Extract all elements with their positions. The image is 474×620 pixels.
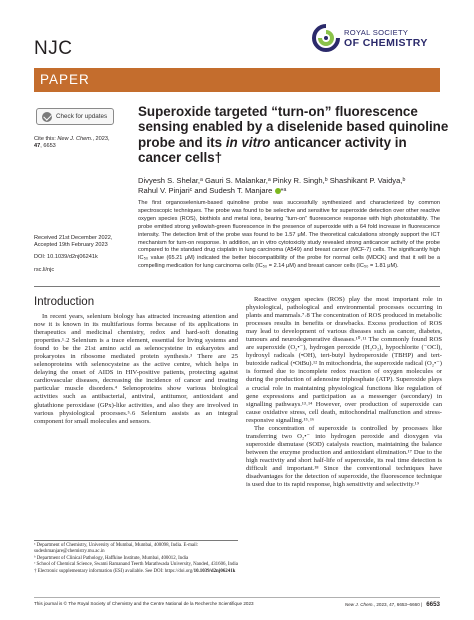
footer-journal: New J. Chem.: [344, 602, 374, 607]
footnote-divider: [34, 540, 238, 541]
introduction-heading: Introduction: [34, 296, 95, 308]
cite-prefix: Cite this:: [34, 136, 56, 142]
article-type-label: PAPER: [40, 72, 90, 87]
footnote-c: ᶜ School of Chemical Science, Swami Ramanand Teerth Marathwada University, Nanded, 431606, India: [34, 562, 238, 568]
article-title: [138, 104, 450, 166]
right-column: [246, 296, 442, 489]
footer-details: , 2023, 47, 6653–6660 |: [373, 602, 423, 607]
cite-volume: 47: [34, 143, 41, 150]
footnotes: [34, 543, 238, 575]
footer-copyright: This journal is © The Royal Society of Chemistry and the Centre National de la Recherche Scientifique 2023: [34, 601, 254, 606]
journal-abbreviation: NJC: [34, 38, 73, 59]
cite-page: , 6653: [40, 143, 56, 150]
authors-line-2-text: Rahul V. Pinjariᶜ and Sudesh T. Manjare: [138, 186, 273, 196]
accepted-date: Accepted 19th February 2023: [34, 242, 108, 249]
title-part-2: anticancer activity in cancer cells†: [138, 134, 407, 166]
intro-paragraph-3: The concentration of superoxide is controlled by processes like transferring two O₂•⁻ into hydrogen peroxide and dioxygen via superoxide dismutase (SOD) catalysis reaction, maintaining the balance between the enzyme production and antioxidant elimination.¹⁷ Due to the high reactivity and short half-life of superoxide, its real time detection is difficult and important.¹⁸ Since the conventional techniques have disadvantages for the detection of superoxide, the fluorescence technique is used due to its rapid response, high sensitivity and selectivity.¹⁹: [246, 424, 442, 489]
authors-line-1: Divyesh S. Shelar,ᵃ Gauri S. Malankar,ᵃ Pinky R. Singh,ᵇ Shashikant P. Vaidya,ᵇ: [138, 176, 406, 185]
check-for-updates-label: Check for updates: [56, 113, 108, 120]
journal-link[interactable]: rsc.li/njc: [34, 266, 55, 273]
received-date: Received 21st December 2022,: [34, 235, 113, 241]
footer-divider: [34, 597, 440, 598]
cite-this: [34, 136, 110, 151]
rsc-logo: [312, 24, 448, 54]
check-updates-icon: [42, 112, 52, 122]
footnote-esi: [34, 569, 238, 575]
page-number: 6653: [426, 601, 440, 608]
footnote-b: ᵇ Department of Clinical Pathology, Haffkine Institute, Mumbai, 400012, India: [34, 555, 189, 561]
check-for-updates-button[interactable]: [36, 108, 114, 125]
footnote-esi-text: † Electronic supplementary information (ESI) available. See DOI: https://doi.org/: [34, 568, 194, 574]
intro-paragraph-1: In recent years, selenium biology has attracted increasing attention and now it is known in its multifarious forms because of its applications in therapeutics and medicinal chemistry, redox and hard-soft donating properties.¹˒2 Selenium is a trace element, essential for living systems and found to be the 21st amino acid as selenocysteine in eukaryotes and prokaryotes in ribosome mediated protein synthesis.³ There are 25 selenoproteins with selenocysteine as the active centre, which helps in delaying the onset of AIDS in HIV-positive patients, protecting against cardiovascular diseases, decreasing the incidence of cancer and treating particular muscle disorders.⁴ Selenoproteins show various biological activities such as antibacterial, antiviral, antitumor, antioxidant and glutathione peroxidase (GPx)-like activities, and also they are involved in various physiological processes.⁵˒6 Selenium assists as an integral component for small molecules and sensors.: [34, 313, 238, 425]
left-column: [34, 313, 238, 426]
article-doi[interactable]: DOI: 10.1039/d2nj06241k: [34, 253, 98, 260]
footnote-a: ᵃ Department of Chemistry, University of Mumbai, Mumbai, 400098, India. E-mail: sudeshmanjare@chemistry.mu.ac.in: [34, 543, 199, 555]
abstract-text: The first organoselenium-based quinoline probe was successfully synthesized and characterized by common spectroscopic techniques. The probe was found to be selective and sensitive for superoxide detection over other reactive oxygen species (ROS), biothiols and metal ions, bearing “turn-on” fluorescence response with high photostability. The probe emitted strong yellowish-green fluorescence in the presence of superoxide with a 64 fold increase in fluorescence intensity. The detection limit of the probe was found to be 1.57 μM. The theoretical calculations strongly support the ICT mechanism for turn-on response. In addition, an in vitro cytotoxicity study revealed strong anticancer activity of the probe compared to the standard drug cisplatin in lung carcinoma (A549) and breast cancer (MCF-7) cells. The significantly high IC₅₀ value (65.21 μM) indicated the better biocompatibility of the probe for normal cells (MDCK) and that it will be a compelling medication for lung carcinoma cells (IC₅₀ = 2.14 μM) and breast cancer cells (IC₅₀ = 1.81 μM).: [138, 200, 440, 270]
rsc-logo-text: [344, 27, 428, 49]
abstract: [138, 200, 440, 271]
cite-year: , 2023,: [92, 136, 110, 142]
section-divider: [34, 286, 440, 287]
title-italic: in vitro: [225, 134, 271, 150]
rsc-logo-mark-icon: [312, 24, 340, 54]
publisher-line-1: ROYAL SOCIETY: [344, 28, 409, 37]
author-list: [138, 176, 448, 197]
publisher-line-2: OF CHEMISTRY: [344, 37, 428, 49]
cite-journal: New J. Chem.: [57, 136, 93, 142]
intro-paragraph-2: Reactive oxygen species (ROS) play the most important role in physiological, pathological and environmental processes occurring in plants and mammals.⁷˒8 The concentration of ROS produced in metabolic processes results in benefits or drawbacks. Excess production of ROS may lead to development of various diseases such as cancer, diabetes, tumours and neurodegenerative diseases.¹⁰˒¹¹ The commonly found ROS are superoxide (O₂•⁻), hydrogen peroxide (H₂O₂), hypochlorite (⁻OCl), hydroxyl radicals (•OH), tert-butyl hydroperoxide (TBHP) and tert-butoxide radical (•OtBu).¹² In mitochondria, the superoxide radical (O₂•⁻) is formed due to incomplete redox reaction of oxygen molecules or during the production of adenosine triphosphate (ATP). Superoxide plays a crucial role in maintaining physiological functions like regulation of gene expressions and participation as a messenger (secondary) in signalling pathways.¹³˒¹⁴ However, over production of superoxide can cause oxidative stress, cell death, mitochondrial malfunction and stress-responsive signalling.¹⁵˒¹⁶: [246, 296, 442, 424]
title-part-1: Superoxide targeted “turn-on” fluorescence sensing enabled by a diselenide based quinoline probe and its: [138, 104, 449, 150]
corresponding-marker: *ᵃ: [280, 186, 287, 196]
footer-citation: [345, 601, 440, 608]
article-type-bar: [34, 68, 440, 92]
article-dates: [34, 235, 112, 274]
esi-doi-link[interactable]: 10.1039/d2nj06241k: [193, 568, 236, 574]
authors-line-2: [138, 186, 448, 196]
